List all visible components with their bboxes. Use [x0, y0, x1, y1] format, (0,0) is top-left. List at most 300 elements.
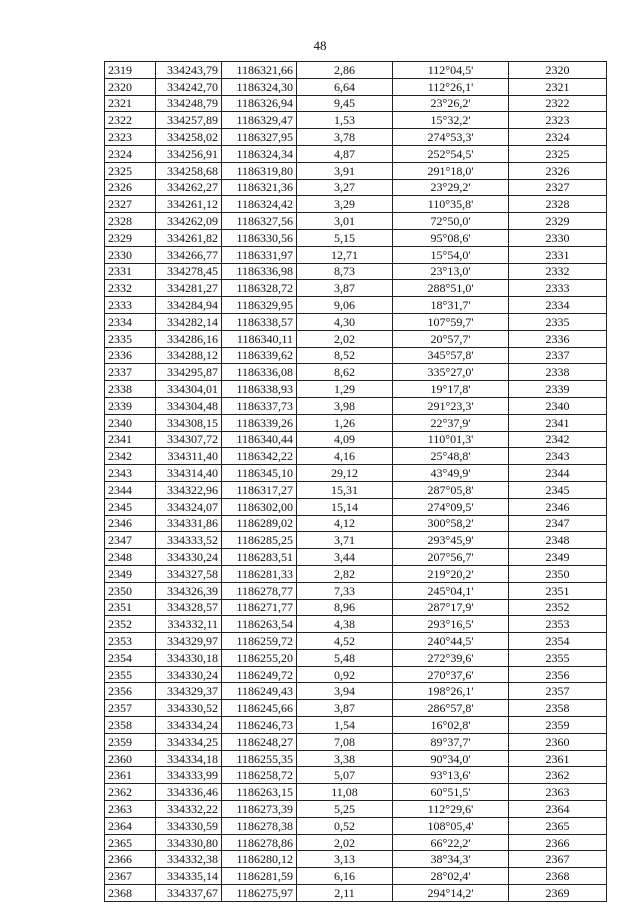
x-coordinate-cell: 334330,80	[156, 834, 222, 851]
point-number-cell: 2361	[105, 767, 156, 784]
point-number-cell: 2339	[105, 397, 156, 414]
x-coordinate-cell: 334248,79	[156, 95, 222, 112]
direction-angle-cell: 270°37,6'	[393, 666, 509, 683]
direction-angle-cell: 72°50,0'	[393, 213, 509, 230]
x-coordinate-cell: 334308,15	[156, 414, 222, 431]
y-coordinate-cell: 1186278,86	[222, 834, 297, 851]
y-coordinate-cell: 1186281,33	[222, 565, 297, 582]
next-point-cell: 2323	[509, 112, 607, 129]
point-number-cell: 2327	[105, 196, 156, 213]
next-point-cell: 2339	[509, 381, 607, 398]
y-coordinate-cell: 1186329,47	[222, 112, 297, 129]
y-coordinate-cell: 1186340,44	[222, 431, 297, 448]
direction-angle-cell: 288°51,0'	[393, 280, 509, 297]
distance-cell: 5,15	[297, 229, 393, 246]
table-row	[105, 582, 607, 599]
direction-angle-cell: 15°32,2'	[393, 112, 509, 129]
direction-angle-cell: 23°13,0'	[393, 263, 509, 280]
table-row	[105, 229, 607, 246]
x-coordinate-cell: 334295,87	[156, 364, 222, 381]
x-coordinate-cell: 334304,48	[156, 397, 222, 414]
distance-cell: 6,16	[297, 868, 393, 885]
point-number-cell: 2359	[105, 733, 156, 750]
table-row	[105, 666, 607, 683]
y-coordinate-cell: 1186259,72	[222, 633, 297, 650]
direction-angle-cell: 28°02,4'	[393, 868, 509, 885]
direction-angle-cell: 335°27,0'	[393, 364, 509, 381]
table-row	[105, 196, 607, 213]
point-number-cell: 2326	[105, 179, 156, 196]
distance-cell: 3,94	[297, 683, 393, 700]
y-coordinate-cell: 1186327,95	[222, 129, 297, 146]
direction-angle-cell: 274°09,5'	[393, 498, 509, 515]
direction-angle-cell: 15°54,0'	[393, 246, 509, 263]
x-coordinate-cell: 334327,58	[156, 565, 222, 582]
distance-cell: 3,78	[297, 129, 393, 146]
x-coordinate-cell: 334330,24	[156, 549, 222, 566]
x-coordinate-cell: 334334,18	[156, 750, 222, 767]
next-point-cell: 2328	[509, 196, 607, 213]
distance-cell: 0,52	[297, 817, 393, 834]
x-coordinate-cell: 334256,91	[156, 145, 222, 162]
distance-cell: 0,92	[297, 666, 393, 683]
distance-cell: 8,62	[297, 364, 393, 381]
table-row	[105, 62, 607, 79]
table-row	[105, 885, 607, 902]
y-coordinate-cell: 1186339,62	[222, 347, 297, 364]
x-coordinate-cell: 334330,18	[156, 649, 222, 666]
next-point-cell: 2334	[509, 297, 607, 314]
point-number-cell: 2332	[105, 280, 156, 297]
next-point-cell: 2368	[509, 868, 607, 885]
table-row	[105, 397, 607, 414]
x-coordinate-cell: 334284,94	[156, 297, 222, 314]
y-coordinate-cell: 1186326,94	[222, 95, 297, 112]
point-number-cell: 2330	[105, 246, 156, 263]
distance-cell: 4,16	[297, 448, 393, 465]
x-coordinate-cell: 334282,14	[156, 313, 222, 330]
distance-cell: 12,71	[297, 246, 393, 263]
direction-angle-cell: 294°14,2'	[393, 885, 509, 902]
point-number-cell: 2352	[105, 616, 156, 633]
table-row	[105, 851, 607, 868]
table-row	[105, 767, 607, 784]
direction-angle-cell: 240°44,5'	[393, 633, 509, 650]
x-coordinate-cell: 334281,27	[156, 280, 222, 297]
distance-cell: 5,07	[297, 767, 393, 784]
direction-angle-cell: 287°17,9'	[393, 599, 509, 616]
next-point-cell: 2354	[509, 633, 607, 650]
table-row	[105, 750, 607, 767]
x-coordinate-cell: 334330,59	[156, 817, 222, 834]
next-point-cell: 2348	[509, 532, 607, 549]
direction-angle-cell: 23°29,2'	[393, 179, 509, 196]
table-row	[105, 784, 607, 801]
y-coordinate-cell: 1186289,02	[222, 515, 297, 532]
distance-cell: 7,33	[297, 582, 393, 599]
next-point-cell: 2361	[509, 750, 607, 767]
next-point-cell: 2337	[509, 347, 607, 364]
y-coordinate-cell: 1186246,73	[222, 717, 297, 734]
x-coordinate-cell: 334330,52	[156, 700, 222, 717]
y-coordinate-cell: 1186338,57	[222, 313, 297, 330]
x-coordinate-cell: 334261,12	[156, 196, 222, 213]
next-point-cell: 2346	[509, 498, 607, 515]
next-point-cell: 2333	[509, 280, 607, 297]
table-row	[105, 414, 607, 431]
next-point-cell: 2367	[509, 851, 607, 868]
next-point-cell: 2343	[509, 448, 607, 465]
point-number-cell: 2348	[105, 549, 156, 566]
direction-angle-cell: 291°23,3'	[393, 397, 509, 414]
x-coordinate-cell: 334258,02	[156, 129, 222, 146]
table-row	[105, 549, 607, 566]
distance-cell: 3,44	[297, 549, 393, 566]
table-row	[105, 347, 607, 364]
table-row	[105, 817, 607, 834]
y-coordinate-cell: 1186342,22	[222, 448, 297, 465]
x-coordinate-cell: 334261,82	[156, 229, 222, 246]
table-row	[105, 162, 607, 179]
table-row	[105, 515, 607, 532]
y-coordinate-cell: 1186249,43	[222, 683, 297, 700]
point-number-cell: 2342	[105, 448, 156, 465]
point-number-cell: 2338	[105, 381, 156, 398]
distance-cell: 3,01	[297, 213, 393, 230]
x-coordinate-cell: 334304,01	[156, 381, 222, 398]
next-point-cell: 2342	[509, 431, 607, 448]
next-point-cell: 2355	[509, 649, 607, 666]
y-coordinate-cell: 1186275,97	[222, 885, 297, 902]
table-row	[105, 431, 607, 448]
distance-cell: 2,82	[297, 565, 393, 582]
next-point-cell: 2349	[509, 549, 607, 566]
distance-cell: 15,14	[297, 498, 393, 515]
point-number-cell: 2336	[105, 347, 156, 364]
distance-cell: 3,38	[297, 750, 393, 767]
table-row	[105, 112, 607, 129]
distance-cell: 8,73	[297, 263, 393, 280]
table-row	[105, 263, 607, 280]
next-point-cell: 2325	[509, 145, 607, 162]
x-coordinate-cell: 334328,57	[156, 599, 222, 616]
y-coordinate-cell: 1186249,72	[222, 666, 297, 683]
next-point-cell: 2347	[509, 515, 607, 532]
direction-angle-cell: 90°34,0'	[393, 750, 509, 767]
table-row	[105, 649, 607, 666]
direction-angle-cell: 300°58,2'	[393, 515, 509, 532]
point-number-cell: 2334	[105, 313, 156, 330]
point-number-cell: 2364	[105, 817, 156, 834]
table-row	[105, 213, 607, 230]
next-point-cell: 2359	[509, 717, 607, 734]
direction-angle-cell: 95°08,6'	[393, 229, 509, 246]
direction-angle-cell: 291°18,0'	[393, 162, 509, 179]
direction-angle-cell: 19°17,8'	[393, 381, 509, 398]
y-coordinate-cell: 1186302,00	[222, 498, 297, 515]
y-coordinate-cell: 1186317,27	[222, 481, 297, 498]
x-coordinate-cell: 334257,89	[156, 112, 222, 129]
y-coordinate-cell: 1186278,38	[222, 817, 297, 834]
next-point-cell: 2363	[509, 784, 607, 801]
point-number-cell: 2328	[105, 213, 156, 230]
x-coordinate-cell: 334329,97	[156, 633, 222, 650]
x-coordinate-cell: 334336,46	[156, 784, 222, 801]
point-number-cell: 2325	[105, 162, 156, 179]
point-number-cell: 2346	[105, 515, 156, 532]
distance-cell: 1,53	[297, 112, 393, 129]
distance-cell: 5,48	[297, 649, 393, 666]
table-row	[105, 868, 607, 885]
y-coordinate-cell: 1186336,08	[222, 364, 297, 381]
y-coordinate-cell: 1186263,15	[222, 784, 297, 801]
y-coordinate-cell: 1186321,36	[222, 179, 297, 196]
next-point-cell: 2364	[509, 801, 607, 818]
next-point-cell: 2335	[509, 313, 607, 330]
next-point-cell: 2362	[509, 767, 607, 784]
y-coordinate-cell: 1186280,12	[222, 851, 297, 868]
direction-angle-cell: 66°22,2'	[393, 834, 509, 851]
table-row	[105, 599, 607, 616]
x-coordinate-cell: 334258,68	[156, 162, 222, 179]
point-number-cell: 2360	[105, 750, 156, 767]
y-coordinate-cell: 1186271,77	[222, 599, 297, 616]
distance-cell: 7,08	[297, 733, 393, 750]
y-coordinate-cell: 1186319,80	[222, 162, 297, 179]
distance-cell: 9,06	[297, 297, 393, 314]
next-point-cell: 2332	[509, 263, 607, 280]
x-coordinate-cell: 334266,77	[156, 246, 222, 263]
direction-angle-cell: 245°04,1'	[393, 582, 509, 599]
table-row	[105, 448, 607, 465]
direction-angle-cell: 219°20,2'	[393, 565, 509, 582]
point-number-cell: 2344	[105, 481, 156, 498]
direction-angle-cell: 25°48,8'	[393, 448, 509, 465]
next-point-cell: 2327	[509, 179, 607, 196]
point-number-cell: 2337	[105, 364, 156, 381]
x-coordinate-cell: 334331,86	[156, 515, 222, 532]
table-row	[105, 313, 607, 330]
point-number-cell: 2349	[105, 565, 156, 582]
y-coordinate-cell: 1186324,42	[222, 196, 297, 213]
direction-angle-cell: 89°37,7'	[393, 733, 509, 750]
y-coordinate-cell: 1186248,27	[222, 733, 297, 750]
point-number-cell: 2340	[105, 414, 156, 431]
x-coordinate-cell: 334286,16	[156, 330, 222, 347]
table-row	[105, 145, 607, 162]
y-coordinate-cell: 1186336,98	[222, 263, 297, 280]
point-number-cell: 2322	[105, 112, 156, 129]
point-number-cell: 2335	[105, 330, 156, 347]
table-row	[105, 78, 607, 95]
next-point-cell: 2357	[509, 683, 607, 700]
direction-angle-cell: 112°26,1'	[393, 78, 509, 95]
point-number-cell: 2368	[105, 885, 156, 902]
y-coordinate-cell: 1186283,51	[222, 549, 297, 566]
table-row	[105, 532, 607, 549]
distance-cell: 3,91	[297, 162, 393, 179]
next-point-cell: 2356	[509, 666, 607, 683]
distance-cell: 11,08	[297, 784, 393, 801]
next-point-cell: 2331	[509, 246, 607, 263]
direction-angle-cell: 207°56,7'	[393, 549, 509, 566]
next-point-cell: 2351	[509, 582, 607, 599]
direction-angle-cell: 20°57,7'	[393, 330, 509, 347]
table-row	[105, 465, 607, 482]
table-row	[105, 481, 607, 498]
table-row	[105, 717, 607, 734]
x-coordinate-cell: 334278,45	[156, 263, 222, 280]
y-coordinate-cell: 1186327,56	[222, 213, 297, 230]
point-number-cell: 2362	[105, 784, 156, 801]
x-coordinate-cell: 334262,27	[156, 179, 222, 196]
next-point-cell: 2360	[509, 733, 607, 750]
point-number-cell: 2350	[105, 582, 156, 599]
next-point-cell: 2366	[509, 834, 607, 851]
x-coordinate-cell: 334333,99	[156, 767, 222, 784]
distance-cell: 4,87	[297, 145, 393, 162]
table-row	[105, 364, 607, 381]
point-number-cell: 2354	[105, 649, 156, 666]
table-row	[105, 834, 607, 851]
distance-cell: 1,54	[297, 717, 393, 734]
distance-cell: 4,30	[297, 313, 393, 330]
x-coordinate-cell: 334326,39	[156, 582, 222, 599]
next-point-cell: 2336	[509, 330, 607, 347]
distance-cell: 4,12	[297, 515, 393, 532]
table-row	[105, 498, 607, 515]
y-coordinate-cell: 1186337,73	[222, 397, 297, 414]
distance-cell: 2,86	[297, 62, 393, 79]
table-row	[105, 733, 607, 750]
x-coordinate-cell: 334332,22	[156, 801, 222, 818]
next-point-cell: 2369	[509, 885, 607, 902]
x-coordinate-cell: 334242,70	[156, 78, 222, 95]
direction-angle-cell: 293°45,9'	[393, 532, 509, 549]
y-coordinate-cell: 1186331,97	[222, 246, 297, 263]
next-point-cell: 2338	[509, 364, 607, 381]
y-coordinate-cell: 1186338,93	[222, 381, 297, 398]
point-number-cell: 2323	[105, 129, 156, 146]
coordinates-table	[104, 61, 607, 902]
y-coordinate-cell: 1186263,54	[222, 616, 297, 633]
table-row	[105, 801, 607, 818]
next-point-cell: 2358	[509, 700, 607, 717]
y-coordinate-cell: 1186273,39	[222, 801, 297, 818]
table-row	[105, 297, 607, 314]
distance-cell: 1,29	[297, 381, 393, 398]
distance-cell: 8,96	[297, 599, 393, 616]
table-row	[105, 565, 607, 582]
distance-cell: 3,98	[297, 397, 393, 414]
next-point-cell: 2352	[509, 599, 607, 616]
distance-cell: 4,38	[297, 616, 393, 633]
y-coordinate-cell: 1186245,66	[222, 700, 297, 717]
direction-angle-cell: 112°04,5'	[393, 62, 509, 79]
next-point-cell: 2345	[509, 481, 607, 498]
next-point-cell: 2322	[509, 95, 607, 112]
distance-cell: 4,09	[297, 431, 393, 448]
distance-cell: 5,25	[297, 801, 393, 818]
next-point-cell: 2350	[509, 565, 607, 582]
x-coordinate-cell: 334262,09	[156, 213, 222, 230]
next-point-cell: 2340	[509, 397, 607, 414]
y-coordinate-cell: 1186285,25	[222, 532, 297, 549]
table-row	[105, 246, 607, 263]
direction-angle-cell: 16°02,8'	[393, 717, 509, 734]
next-point-cell: 2326	[509, 162, 607, 179]
coordinates-table-body	[105, 62, 607, 902]
y-coordinate-cell: 1186345,10	[222, 465, 297, 482]
direction-angle-cell: 108°05,4'	[393, 817, 509, 834]
next-point-cell: 2344	[509, 465, 607, 482]
point-number-cell: 2363	[105, 801, 156, 818]
x-coordinate-cell: 334334,24	[156, 717, 222, 734]
table-row	[105, 633, 607, 650]
x-coordinate-cell: 334322,96	[156, 481, 222, 498]
table-row	[105, 129, 607, 146]
point-number-cell: 2329	[105, 229, 156, 246]
distance-cell: 3,87	[297, 280, 393, 297]
x-coordinate-cell: 334335,14	[156, 868, 222, 885]
direction-angle-cell: 293°16,5'	[393, 616, 509, 633]
x-coordinate-cell: 334337,67	[156, 885, 222, 902]
next-point-cell: 2329	[509, 213, 607, 230]
point-number-cell: 2366	[105, 851, 156, 868]
table-row	[105, 381, 607, 398]
point-number-cell: 2358	[105, 717, 156, 734]
table-row	[105, 700, 607, 717]
distance-cell: 4,52	[297, 633, 393, 650]
distance-cell: 29,12	[297, 465, 393, 482]
table-row	[105, 683, 607, 700]
distance-cell: 2,02	[297, 834, 393, 851]
x-coordinate-cell: 334330,24	[156, 666, 222, 683]
distance-cell: 9,45	[297, 95, 393, 112]
point-number-cell: 2321	[105, 95, 156, 112]
distance-cell: 3,71	[297, 532, 393, 549]
y-coordinate-cell: 1186324,34	[222, 145, 297, 162]
table-row	[105, 330, 607, 347]
point-number-cell: 2356	[105, 683, 156, 700]
point-number-cell: 2333	[105, 297, 156, 314]
distance-cell: 3,87	[297, 700, 393, 717]
direction-angle-cell: 287°05,8'	[393, 481, 509, 498]
direction-angle-cell: 272°39,6'	[393, 649, 509, 666]
x-coordinate-cell: 334329,37	[156, 683, 222, 700]
direction-angle-cell: 274°53,3'	[393, 129, 509, 146]
x-coordinate-cell: 334332,38	[156, 851, 222, 868]
direction-angle-cell: 110°01,3'	[393, 431, 509, 448]
x-coordinate-cell: 334314,40	[156, 465, 222, 482]
direction-angle-cell: 198°26,1'	[393, 683, 509, 700]
point-number-cell: 2347	[105, 532, 156, 549]
distance-cell: 3,27	[297, 179, 393, 196]
distance-cell: 2,02	[297, 330, 393, 347]
direction-angle-cell: 286°57,8'	[393, 700, 509, 717]
next-point-cell: 2341	[509, 414, 607, 431]
y-coordinate-cell: 1186258,72	[222, 767, 297, 784]
direction-angle-cell: 107°59,7'	[393, 313, 509, 330]
next-point-cell: 2330	[509, 229, 607, 246]
point-number-cell: 2320	[105, 78, 156, 95]
y-coordinate-cell: 1186278,77	[222, 582, 297, 599]
table-row	[105, 179, 607, 196]
point-number-cell: 2367	[105, 868, 156, 885]
point-number-cell: 2319	[105, 62, 156, 79]
x-coordinate-cell: 334334,25	[156, 733, 222, 750]
y-coordinate-cell: 1186330,56	[222, 229, 297, 246]
